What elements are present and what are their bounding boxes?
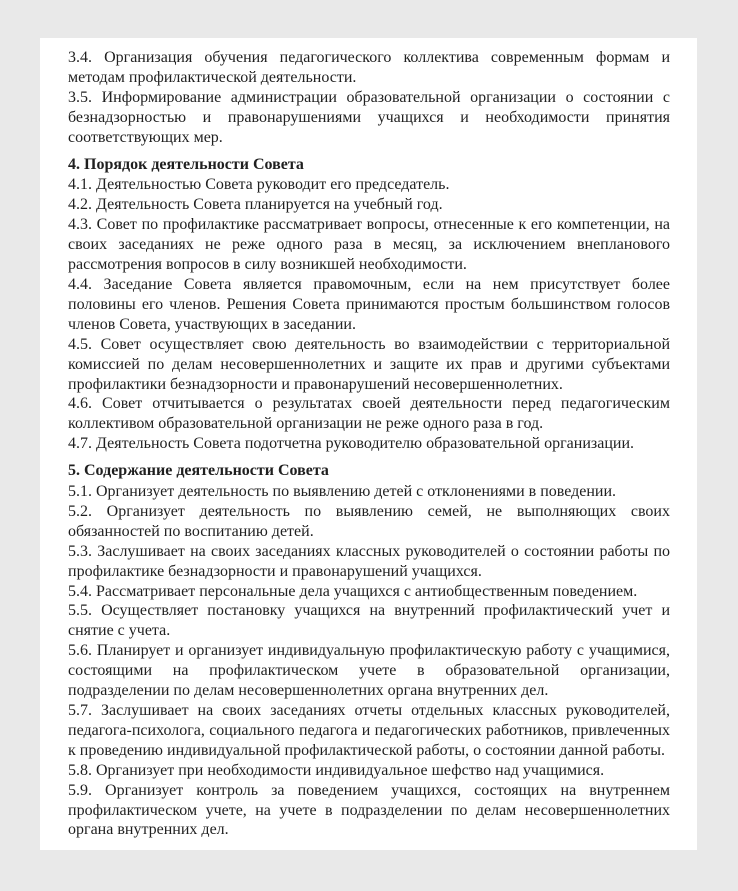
section-heading-4: 4. Порядок деятельности Совета [68,155,304,173]
paragraph-4-3: 4.3. Совет по профилактике рассматривает вопросы, отнесенные к его компетенции, на своих заседаниях не реже одного раза в месяц, за исключением внепланового рассмотрения вопросов в силу возникшей необходимости. [68,216,670,274]
paragraph-5-6: 5.6. Планирует и организует индивидуальную профилактическую работу с учащимися, состоящими на профилактическом учете в образовательной организации, подразделении по делам несовершеннолетних органа внутренних дел. [68,642,670,700]
document-page [40,38,697,850]
paragraph-3-5: 3.5. Информирование администрации образовательной организации о состоянии с безнадзорностью и правонарушениями учащихся и необходимости принятия соответствующих мер. [68,88,670,146]
paragraph-4-1: 4.1. Деятельностью Совета руководит его председатель. [68,176,450,194]
paragraph-5-7: 5.7. Заслушивает на своих заседаниях отчеты отдельных классных руководителей, педагога-психолога, социального педагога и педагогических работников, привлеченных к проведению индивидуальной профилактической работы, о состоянии данной работы. [68,702,670,759]
paragraph-5-8: 5.8. Организует при необходимости индивидуальное шефство над учащимися. [68,761,605,779]
section-heading-5: 5. Содержание деятельности Совета [68,462,329,480]
paragraph-5-3: 5.3. Заслушивает на своих заседаниях классных руководителей о состоянии работы по профилактике безнадзорности и правонарушений учащихся. [68,542,670,580]
paragraph-4-4: 4.4. Заседание Совета является правомочным, если на нем присутствует более половины его членов. Решения Совета принимаются простым большинством голосов членов Совета, участвующих в заседании. [68,275,670,333]
paragraph-5-4: 5.4. Рассматривает персональные дела учащихся с антиобщественным поведением. [68,582,638,600]
paragraph-4-7: 4.7. Деятельность Совета подотчетна руководителю образовательной организации. [68,435,635,453]
paragraph-4-6: 4.6. Совет отчитывается о результатах своей деятельности перед педагогическим коллективом образовательной организации не реже одного раза в год. [68,395,670,433]
paragraph-4-5: 4.5. Совет осуществляет свою деятельность во взаимодействии с территориальной комиссией по делам несовершеннолетних и защите их прав и другими субъектами профилактики безнадзорности и правонарушений несовершеннолетних. [68,335,670,393]
paragraph-5-9: 5.9. Организует контроль за поведением учащихся, состоящих на внутреннем профилактическом учете, на учете в подразделении по делам несовершеннолетних органа внутренних дел. [68,781,670,839]
paragraph-3-4: 3.4. Организация обучения педагогического коллектива современным формам и методам профилактической деятельности. [68,49,670,86]
paragraph-4-2: 4.2. Деятельность Совета планируется на учебный год. [68,196,443,214]
paragraph-5-1: 5.1. Организует деятельность по выявлению детей с отклонениями в поведении. [68,483,617,501]
paragraph-5-2: 5.2. Организует деятельность по выявлению семей, не выполняющих своих обязанностей по воспитанию детей. [68,502,670,540]
paragraph-5-5: 5.5. Осуществляет постановку учащихся на внутренний профилактический учет и снятие с учета. [68,602,670,640]
